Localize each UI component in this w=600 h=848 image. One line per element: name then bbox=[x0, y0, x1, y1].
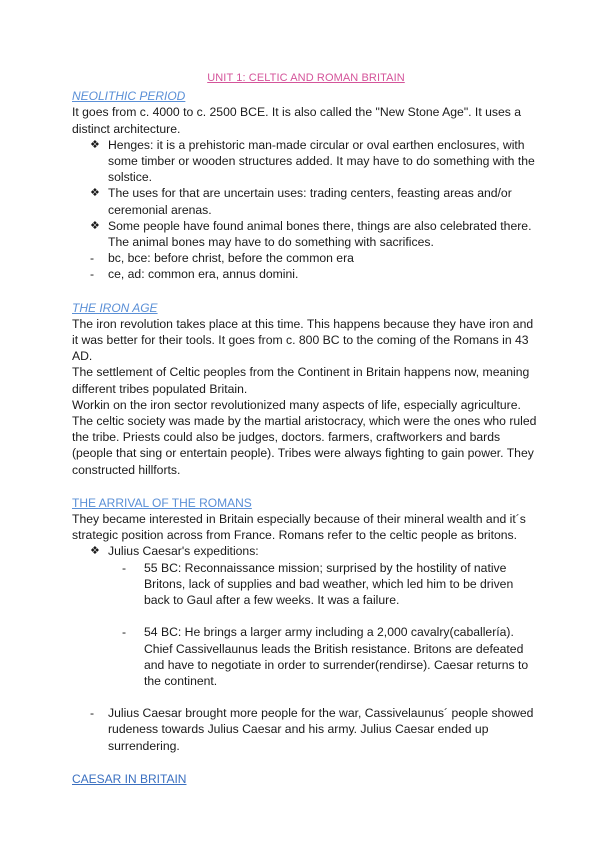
iron-age-paragraph: The settlement of Celtic peoples from the Continent in Britain happens now, meaning different tribes populated Britain. bbox=[72, 365, 530, 396]
spacer bbox=[72, 689, 540, 705]
diamond-bullet-icon: ❖ bbox=[90, 138, 100, 151]
dash-bullet-icon: - bbox=[122, 625, 127, 640]
list-item bbox=[72, 543, 540, 559]
iron-age-paragraph: Workin on the iron sector revolutionized many aspects of life, especially agriculture. The celtic society was made by the martial aristocracy, which were the ones who ruled the tribe. Priests could also be judges, doctors. farmers, craftworkers and bards (people that sing or entertain people). Tribes were always fighting to gain power. They constructed hillforts. bbox=[72, 397, 537, 477]
neolithic-intro: It goes from c. 4000 to c. 2500 BCE. It is also called the "New Stone Age". It uses a distinct architecture. bbox=[72, 105, 521, 136]
spacer bbox=[72, 478, 540, 495]
list-item bbox=[72, 705, 540, 754]
list-item bbox=[72, 137, 540, 186]
diamond-bullet-icon: ❖ bbox=[90, 545, 100, 558]
list-item-text: 54 BC: He brings a larger army including a 2,000 cavalry(caballería). Chief Cassivellaunus leads the British resistance. Britons are defeated and have to negotiate in order to surrender(rendirse). Caesar returns to the continent. bbox=[144, 625, 529, 688]
list-item bbox=[72, 185, 540, 217]
heading-neolithic: NEOLITHIC PERIOD bbox=[72, 89, 186, 104]
list-item bbox=[72, 250, 540, 266]
dash-bullet-icon: - bbox=[90, 267, 95, 282]
document-title: UNIT 1: CELTIC AND ROMAN BRITAIN bbox=[207, 72, 405, 84]
list-item-text: Henges: it is a prehistoric man-made circular or oval earthen enclosures, with some timber or wooden structures added. It may have to do something with the solstice. bbox=[108, 137, 535, 185]
iron-age-paragraph: The iron revolution takes place at this time. This happens because they have iron and it was better for their tools. It goes from c. 800 BC to the coming of the Romans in 43 AD. bbox=[72, 316, 534, 364]
list-item-text: The uses for that are uncertain uses: trading centers, feasting areas and/or ceremonial arenas. bbox=[108, 186, 512, 217]
romans-list bbox=[72, 543, 540, 608]
diamond-bullet-icon: ❖ bbox=[90, 187, 100, 200]
heading-caesar-in-britain: CAESAR IN BRITAIN bbox=[72, 771, 187, 786]
list-item-text: bc, bce: before christ, before the common era bbox=[108, 251, 354, 266]
list-item-text: ce, ad: common era, annus domini. bbox=[108, 267, 299, 282]
romans-intro: They became interested in Britain especially because of their mineral wealth and it´s strategic position across from France. Romans refer to the celtic people as britons. bbox=[72, 512, 526, 543]
list-item bbox=[72, 266, 540, 282]
dash-bullet-icon: - bbox=[90, 706, 95, 721]
spacer bbox=[72, 754, 540, 771]
dash-bullet-icon: - bbox=[122, 560, 127, 575]
list-item-text: Some people have found animal bones there, things are also celebrated there. The animal bones may have to do something with sacrifices. bbox=[108, 218, 532, 250]
heading-iron-age: THE IRON AGE bbox=[72, 300, 158, 315]
romans-dash-list bbox=[72, 705, 540, 754]
dash-bullet-icon: - bbox=[90, 251, 95, 266]
list-item bbox=[72, 560, 540, 609]
neolithic-bullet-list bbox=[72, 137, 540, 283]
romans-list-continued bbox=[72, 624, 540, 689]
heading-arrival-romans: THE ARRIVAL OF THE ROMANS bbox=[72, 495, 252, 510]
list-item-text: 55 BC: Reconnaissance mission; surprised by the hostility of native Britons, lack of supplies and bad weather, which led him to be driven back to Gaul after a few weeks. It was a failure. bbox=[144, 560, 514, 608]
list-item bbox=[72, 624, 540, 689]
spacer bbox=[72, 608, 540, 624]
spacer bbox=[72, 283, 540, 300]
diamond-bullet-icon: ❖ bbox=[90, 219, 100, 232]
list-item-text: Julius Caesar brought more people for the war, Cassivelaunus´ people showed rudeness towards Julius Caesar and his army. Julius Caesar ended up surrendering. bbox=[108, 706, 534, 753]
list-item-text: Julius Caesar's expeditions: bbox=[108, 544, 259, 559]
list-item bbox=[72, 218, 540, 250]
